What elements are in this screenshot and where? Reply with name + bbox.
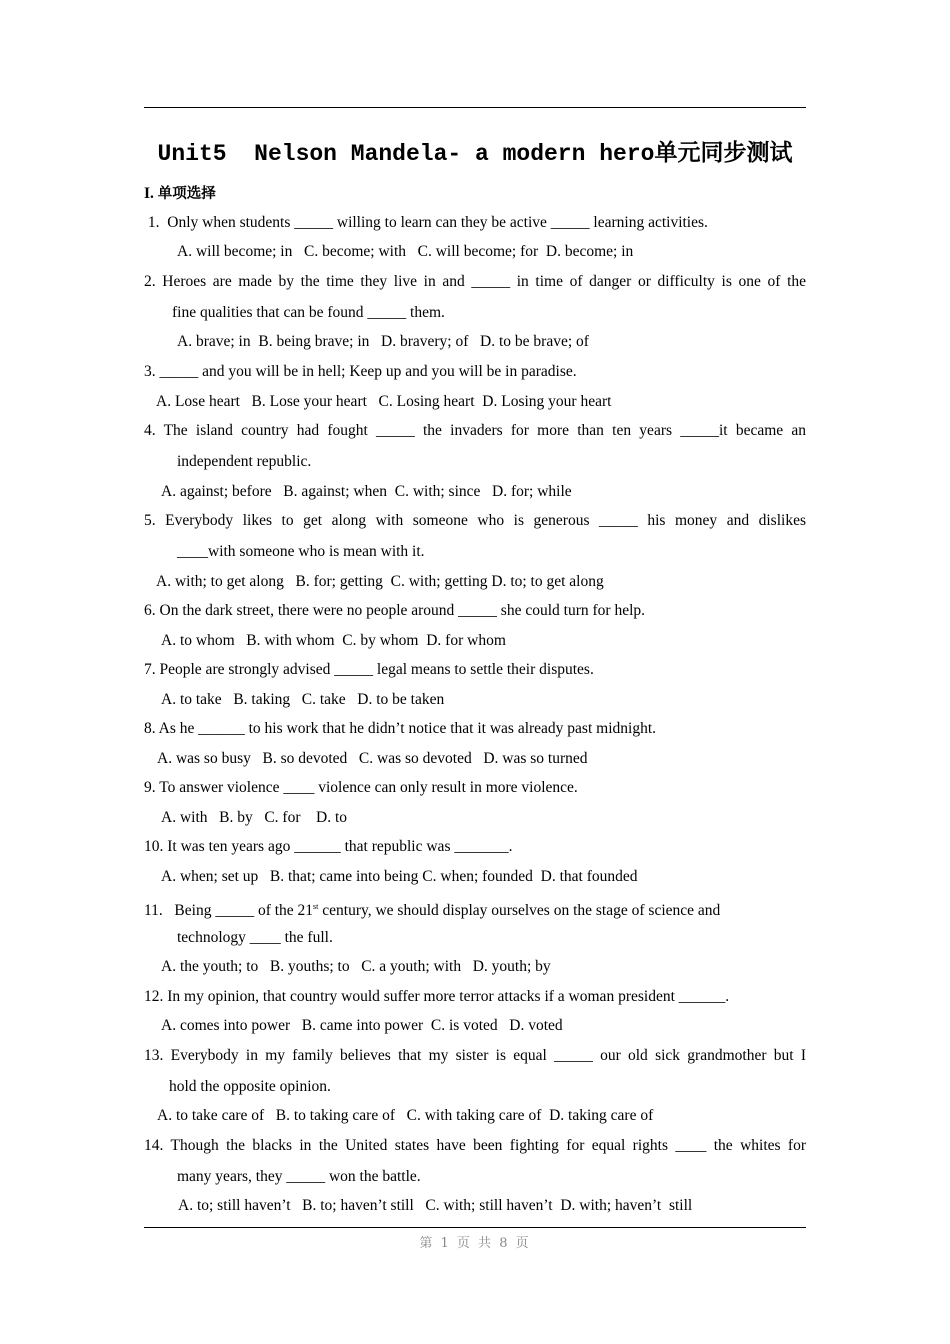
question-4: 4. The island country had fought _____ the invaders for more than ten years _____it became an bbox=[144, 422, 806, 439]
options-5: A. with; to get along B. for; getting C. with; getting D. to; to get along bbox=[156, 573, 604, 590]
title-english: Unit5 Nelson Mandela- a modern hero bbox=[157, 141, 655, 167]
question-12: 12. In my opinion, that country would suffer more terror attacks if a woman president ______. bbox=[144, 988, 730, 1005]
options-13: A. to take care of B. to taking care of C. with taking care of D. taking care of bbox=[157, 1107, 654, 1124]
options-11: A. the youth; to B. youths; to C. a youth; with D. youth; by bbox=[161, 958, 551, 975]
question-3: 3. _____ and you will be in hell; Keep up and you will be in paradise. bbox=[144, 363, 577, 380]
question-5-cont: ____with someone who is mean with it. bbox=[177, 543, 425, 560]
options-10: A. when; set up B. that; came into being C. when; founded D. that founded bbox=[161, 868, 638, 885]
question-11-end: century, we should display ourselves on the stage of science and bbox=[318, 902, 721, 919]
question-7: 7. People are strongly advised _____ legal means to settle their disputes. bbox=[144, 661, 594, 678]
question-2: 2. Heroes are made by the time they live in and _____ in time of danger or difficulty is one of the bbox=[144, 273, 806, 290]
question-14-cont: many years, they _____ won the battle. bbox=[177, 1168, 421, 1185]
options-14: A. to; still haven’t B. to; haven’t still C. with; still haven’t D. with; haven’t still bbox=[178, 1197, 693, 1214]
ordinal-suffix: st bbox=[313, 902, 319, 911]
question-10: 10. It was ten years ago ______ that republic was _______. bbox=[144, 838, 513, 855]
question-11 bbox=[144, 897, 806, 921]
question-9: 9. To answer violence ____ violence can only result in more violence. bbox=[144, 779, 578, 796]
question-2-cont: fine qualities that can be found _____ them. bbox=[172, 304, 445, 321]
top-rule bbox=[144, 107, 806, 108]
question-1: 1. Only when students _____ willing to learn can they be active _____ learning activities. bbox=[144, 214, 708, 231]
question-8: 8. As he ______ to his work that he didn’t notice that it was already past midnight. bbox=[144, 720, 656, 737]
options-2: A. brave; in B. being brave; in D. bravery; of D. to be brave; of bbox=[177, 333, 589, 350]
options-8: A. was so busy B. so devoted C. was so devoted D. was so turned bbox=[157, 750, 588, 767]
options-4: A. against; before B. against; when C. with; since D. for; while bbox=[161, 483, 572, 500]
question-6: 6. On the dark street, there were no people around _____ she could turn for help. bbox=[144, 602, 646, 619]
question-13: 13. Everybody in my family believes that my sister is equal _____ our old sick grandmother but I bbox=[144, 1047, 806, 1064]
question-4-cont: independent republic. bbox=[177, 453, 312, 470]
options-7: A. to take B. taking C. take D. to be taken bbox=[161, 691, 445, 708]
section-label: 单项选择 bbox=[157, 186, 216, 202]
options-6: A. to whom B. with whom C. by whom D. for whom bbox=[161, 632, 506, 649]
question-5: 5. Everybody likes to get along with someone who is generous _____ his money and dislikes bbox=[144, 512, 806, 529]
options-12: A. comes into power B. came into power C. is voted D. voted bbox=[161, 1017, 563, 1034]
question-13-cont: hold the opposite opinion. bbox=[169, 1078, 331, 1095]
options-3: A. Lose heart B. Lose your heart C. Losing heart D. Losing your heart bbox=[156, 393, 612, 410]
section-number: I. bbox=[144, 185, 154, 202]
title-chinese: 单元同步测试 bbox=[654, 140, 793, 166]
options-9: A. with B. by C. for D. to bbox=[161, 809, 347, 826]
bottom-rule bbox=[144, 1227, 806, 1228]
question-11-start: 11. Being _____ of the 21 bbox=[144, 902, 314, 919]
options-1: A. will become; in C. become; with C. will become; for D. become; in bbox=[177, 243, 634, 260]
page-footer: 第 1 页 共 8 页 bbox=[419, 1236, 531, 1251]
section-heading bbox=[144, 182, 216, 203]
page-title bbox=[0, 134, 950, 167]
question-11-cont: technology ____ the full. bbox=[177, 929, 333, 946]
question-14: 14. Though the blacks in the United states have been fighting for equal rights ____ the whites for bbox=[144, 1137, 806, 1154]
